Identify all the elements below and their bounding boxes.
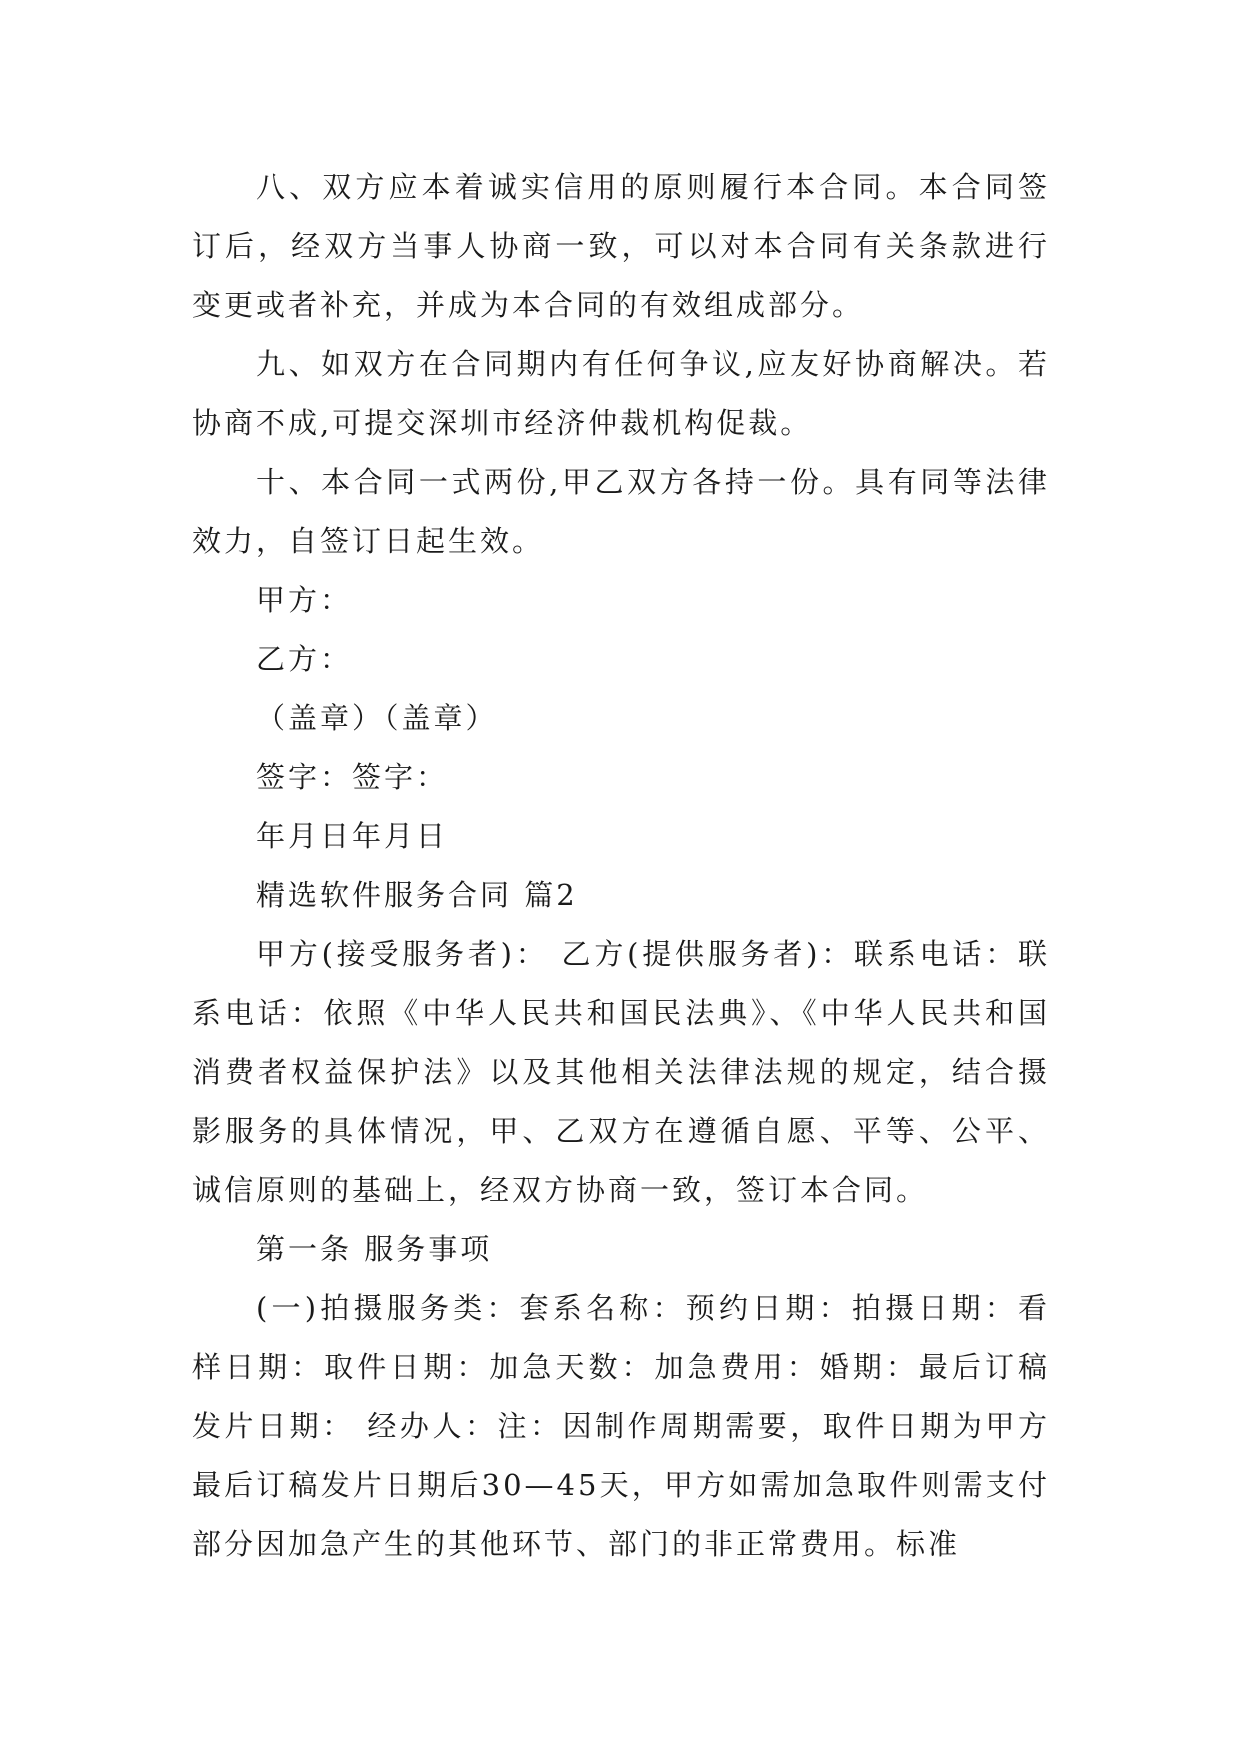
intro-paragraph: 甲方(接受服务者)： 乙方(提供服务者)：联系电话：联系电话：依照《中华人民共和国民法典》、《中华人民共和国消费者权益保护法》以及其他相关法律法规的规定，结合摄影服务的具体情况，甲、乙双方在遵循自愿、平等、公平、诚信原则的基础上，经双方协商一致，签订本合同。 — [192, 937, 1050, 1207]
document-body — [192, 158, 1050, 1574]
party-b-label: 乙方： — [256, 642, 353, 676]
section-title: 精选软件服务合同 篇2 — [256, 878, 578, 912]
clause-9: 九、如双方在合同期内有任何争议,应友好协商解决。若协商不成,可提交深圳市经济仲裁机构促裁。 — [192, 347, 1050, 440]
article-1-item-1: (一)拍摄服务类：套系名称：预约日期：拍摄日期：看样日期：取件日期：加急天数：加急费用：婚期：最后订稿发片日期： 经办人：注：因制作周期需要，取件日期为甲方最后订稿发片日期后30—45天，甲方如需加急取件则需支付部分因加急产生的其他环节、部门的非正常费用。标准 — [192, 1291, 1050, 1561]
signature-line: 签字：签字： — [256, 760, 449, 794]
clause-8: 八、双方应本着诚实信用的原则履行本合同。本合同签订后，经双方当事人协商一致，可以对本合同有关条款进行变更或者补充，并成为本合同的有效组成部分。 — [192, 170, 1050, 322]
date-line: 年月日年月日 — [256, 819, 449, 853]
article-1-heading: 第一条 服务事项 — [256, 1232, 493, 1266]
seal-line: （盖章）（盖章） — [256, 701, 498, 735]
clause-10: 十、本合同一式两份,甲乙双方各持一份。具有同等法律效力，自签订日起生效。 — [192, 465, 1050, 558]
party-a-label: 甲方： — [256, 583, 353, 617]
